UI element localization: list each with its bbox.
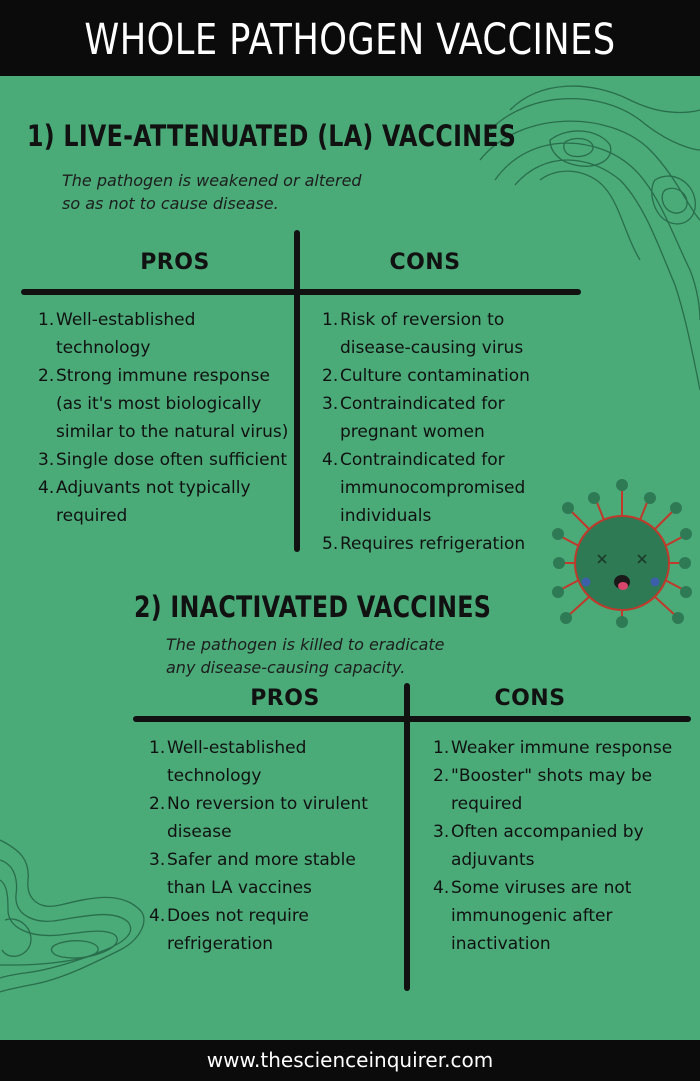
section1-description: The pathogen is weakened or altered so as not to cause disease. — [62, 171, 362, 213]
list-item: 2. Culture contamination — [322, 366, 530, 386]
footer-url: www.thescienceinquirer.com — [206, 1048, 494, 1072]
footer-bar — [0, 1040, 700, 1081]
section1-title: 1) LIVE-ATTENUATED (LA) VACCINES — [27, 119, 517, 153]
section2-title: 2) INACTIVATED VACCINES — [134, 590, 492, 624]
page-title: WHOLE PATHOGEN VACCINES — [84, 15, 616, 65]
list-item: 3. Safer and more stable than LA vaccines — [149, 850, 356, 898]
section1-cons-heading: CONS — [389, 250, 461, 275]
list-item: 2. No reversion to virulent disease — [149, 794, 368, 842]
list-item: 4. Adjuvants not typically required — [38, 478, 251, 526]
section2-description: The pathogen is killed to eradicate any disease-causing capacity. — [166, 635, 445, 677]
list-item: 3. Often accompanied by adjuvants — [433, 822, 644, 870]
section2-horizontal-divider — [133, 716, 691, 722]
list-item: 1. Well-established technology — [38, 310, 196, 358]
list-item: 3. Single dose often sufficient — [38, 450, 288, 470]
list-item: 4. Does not require refrigeration — [149, 906, 309, 954]
list-item: 4. Contraindicated for immunocompromised individuals — [322, 450, 526, 526]
list-item: 1. Well-established technology — [149, 738, 307, 786]
list-item: 3. Contraindicated for pregnant women — [322, 394, 505, 442]
section2-cons-list — [433, 734, 673, 958]
section2-vertical-divider — [404, 683, 410, 991]
section2-pros-heading: PROS — [250, 686, 320, 711]
list-item: 1. Risk of reversion to disease-causing virus — [322, 310, 524, 358]
section2-cons-heading: CONS — [494, 686, 566, 711]
section1-vertical-divider — [294, 230, 300, 552]
header-bar — [0, 0, 700, 76]
section2-pros-list — [149, 734, 394, 958]
list-item: 5. Requires refrigeration — [322, 534, 526, 554]
list-item: 2. Strong immune response (as it's most biologically similar to the natural virus) — [38, 366, 289, 442]
list-item: 2. "Booster" shots may be required — [433, 766, 653, 814]
section1-horizontal-divider — [21, 289, 581, 295]
list-item: 1. Weaker immune response — [433, 738, 673, 758]
virus-icon — [552, 478, 692, 628]
list-item: 4. Some viruses are not immunogenic after inactivation — [433, 878, 632, 954]
section1-cons-list — [322, 306, 554, 558]
topographic-lines-decoration-bottom — [0, 820, 150, 1000]
section1-pros-list — [38, 306, 290, 530]
section1-pros-heading: PROS — [140, 250, 210, 275]
